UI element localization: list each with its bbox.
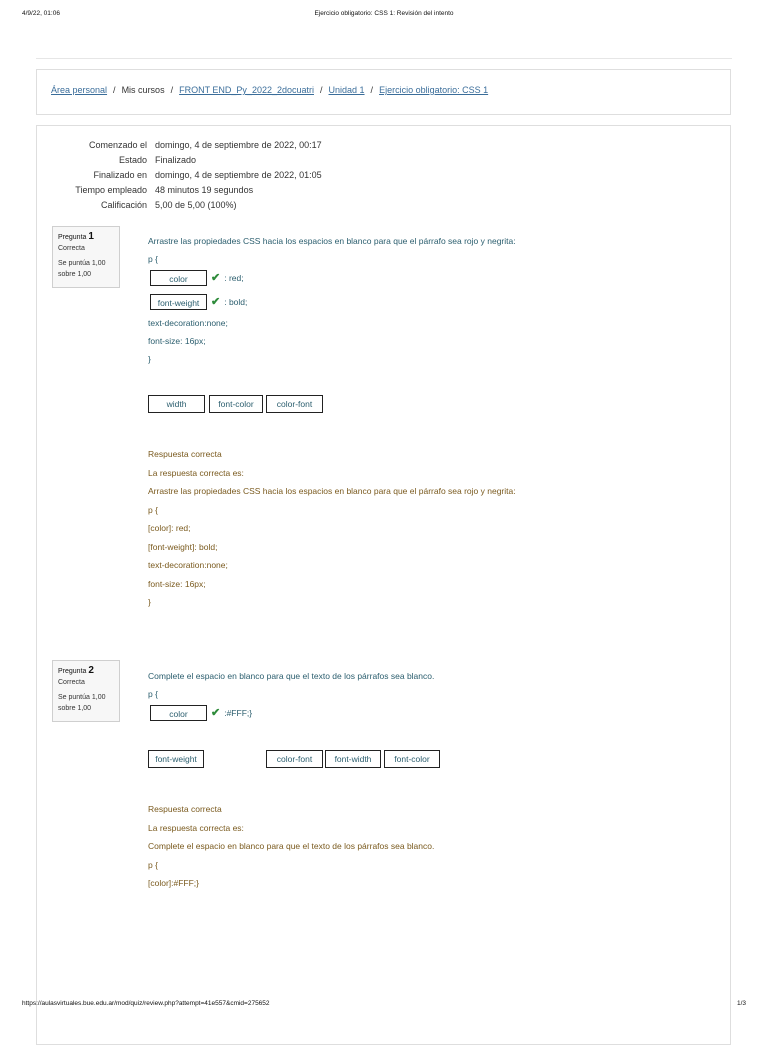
summary-row-grade bbox=[37, 200, 437, 215]
summary-row-finished bbox=[37, 170, 437, 185]
drag-choice[interactable]: font-weight bbox=[148, 750, 204, 768]
code-line: font-size: 16px; bbox=[148, 336, 206, 346]
question-number bbox=[58, 665, 114, 676]
code-line: p { bbox=[148, 254, 158, 264]
question-1-feedback bbox=[148, 445, 516, 612]
breadcrumb-link-course[interactable]: FRONT END_Py_2022_2docuatri bbox=[179, 85, 314, 95]
print-footer bbox=[22, 1000, 746, 1012]
print-header bbox=[22, 10, 746, 22]
feedback-line: La respuesta correcta es: bbox=[148, 467, 244, 478]
summary-label: Calificación bbox=[100, 200, 147, 210]
question-2-text bbox=[148, 667, 434, 727]
check-icon: ✔ bbox=[211, 295, 221, 308]
breadcrumb-separator: / bbox=[170, 85, 174, 95]
check-icon: ✔ bbox=[211, 706, 221, 719]
question-2-feedback bbox=[148, 800, 434, 893]
attempt-summary bbox=[37, 140, 437, 215]
question-state: Correcta bbox=[58, 245, 85, 252]
feedback-line: p { bbox=[148, 859, 158, 870]
divider bbox=[36, 58, 732, 59]
breadcrumb-separator: / bbox=[370, 85, 374, 95]
drag-choice[interactable]: font-color bbox=[384, 750, 440, 768]
quiz-review bbox=[36, 125, 731, 1045]
breadcrumb-item-mis-cursos: Mis cursos bbox=[121, 85, 165, 95]
drop-zone-answer[interactable]: color bbox=[150, 270, 207, 286]
question-prompt: Complete el espacio en blanco para que el texto de los párrafos sea blanco. bbox=[148, 671, 435, 681]
drag-choice[interactable]: color-font bbox=[266, 750, 323, 768]
question-2-info bbox=[52, 660, 120, 722]
feedback-line: [font-weight]: bold; bbox=[148, 541, 218, 552]
drop-suffix: : red; bbox=[224, 272, 244, 283]
print-url: https://aulasvirtuales.bue.edu.ar/mod/quiz/review.php?attempt=41e557&cmid=275652 bbox=[22, 1000, 270, 1007]
breadcrumb-link-area-personal[interactable]: Área personal bbox=[51, 85, 108, 95]
summary-value: 5,00 de 5,00 (100%) bbox=[155, 200, 237, 210]
drop-zone-answer[interactable]: color bbox=[150, 705, 207, 721]
question-prefix: Pregunta bbox=[58, 234, 87, 241]
summary-label: Tiempo empleado bbox=[75, 185, 147, 195]
breadcrumb-separator: / bbox=[320, 85, 323, 95]
question-grade bbox=[58, 258, 114, 280]
question-state: Correcta bbox=[58, 679, 85, 686]
question-grade-line: Se puntúa 1,00 bbox=[58, 694, 106, 701]
summary-row-time bbox=[37, 185, 437, 200]
drag-choice[interactable]: color-font bbox=[266, 395, 323, 413]
feedback-line: [color]: red; bbox=[148, 523, 191, 533]
question-number-value: 1 bbox=[88, 231, 94, 242]
print-title: Ejercicio obligatorio: CSS 1: Revisión del intento bbox=[314, 10, 454, 17]
drop-line bbox=[148, 292, 516, 314]
feedback-line: Respuesta correcta bbox=[148, 449, 222, 459]
summary-row-state bbox=[37, 155, 437, 170]
drop-line bbox=[148, 703, 434, 727]
summary-value: Finalizado bbox=[155, 155, 197, 165]
drop-zone-answer[interactable]: font-weight bbox=[150, 294, 207, 310]
question-number bbox=[58, 231, 114, 242]
summary-value: domingo, 4 de septiembre de 2022, 01:05 bbox=[155, 170, 322, 180]
drop-suffix: :#FFF;} bbox=[224, 707, 253, 718]
question-prompt: Arrastre las propiedades CSS hacia los espacios en blanco para que el párrafo sea rojo y negrita: bbox=[148, 236, 516, 246]
feedback-line: Complete el espacio en blanco para que el texto de los párrafos sea blanco. bbox=[148, 841, 435, 851]
question-prefix: Pregunta bbox=[58, 668, 87, 675]
code-line: p { bbox=[148, 689, 158, 699]
summary-label: Comenzado el bbox=[88, 140, 147, 150]
breadcrumb bbox=[51, 85, 488, 95]
drag-choice[interactable]: font-color bbox=[209, 395, 263, 413]
question-grade-line: Se puntúa 1,00 bbox=[58, 260, 106, 267]
feedback-line: La respuesta correcta es: bbox=[148, 822, 244, 833]
drop-suffix: : bold; bbox=[224, 296, 248, 307]
summary-label: Finalizado en bbox=[93, 170, 147, 180]
question-grade-line: sobre 1,00 bbox=[58, 271, 92, 278]
breadcrumb-separator: / bbox=[113, 85, 116, 95]
print-date: 4/9/22, 01:06 bbox=[22, 10, 60, 17]
breadcrumb-link-quiz[interactable]: Ejercicio obligatorio: CSS 1 bbox=[379, 85, 489, 95]
code-line: } bbox=[148, 354, 151, 364]
feedback-line: text-decoration:none; bbox=[148, 560, 228, 570]
feedback-line: Respuesta correcta bbox=[148, 804, 222, 814]
summary-row-started bbox=[37, 140, 437, 155]
question-grade-line: sobre 1,00 bbox=[58, 705, 92, 712]
drag-choice[interactable]: font-width bbox=[325, 750, 381, 768]
question-number-value: 2 bbox=[88, 665, 94, 676]
drag-choice[interactable]: width bbox=[148, 395, 205, 413]
feedback-line: [color]:#FFF;} bbox=[148, 878, 200, 888]
summary-value: domingo, 4 de septiembre de 2022, 00:17 bbox=[155, 140, 322, 150]
breadcrumb-container bbox=[36, 69, 731, 115]
feedback-line: } bbox=[148, 597, 151, 607]
code-line: text-decoration:none; bbox=[148, 318, 228, 328]
feedback-line: font-size: 16px; bbox=[148, 578, 206, 589]
summary-value: 48 minutos 19 segundos bbox=[155, 185, 254, 195]
feedback-line: Arrastre las propiedades CSS hacia los espacios en blanco para que el párrafo sea rojo y negrita: bbox=[148, 486, 516, 496]
summary-label: Estado bbox=[118, 155, 147, 165]
print-page-number: 1/3 bbox=[736, 1000, 746, 1007]
feedback-line: p { bbox=[148, 504, 158, 515]
breadcrumb-link-unit[interactable]: Unidad 1 bbox=[328, 85, 365, 95]
check-icon: ✔ bbox=[211, 271, 221, 284]
question-grade bbox=[58, 692, 114, 714]
question-1-text bbox=[148, 232, 516, 368]
drop-line bbox=[148, 268, 516, 292]
question-1-info bbox=[52, 226, 120, 288]
